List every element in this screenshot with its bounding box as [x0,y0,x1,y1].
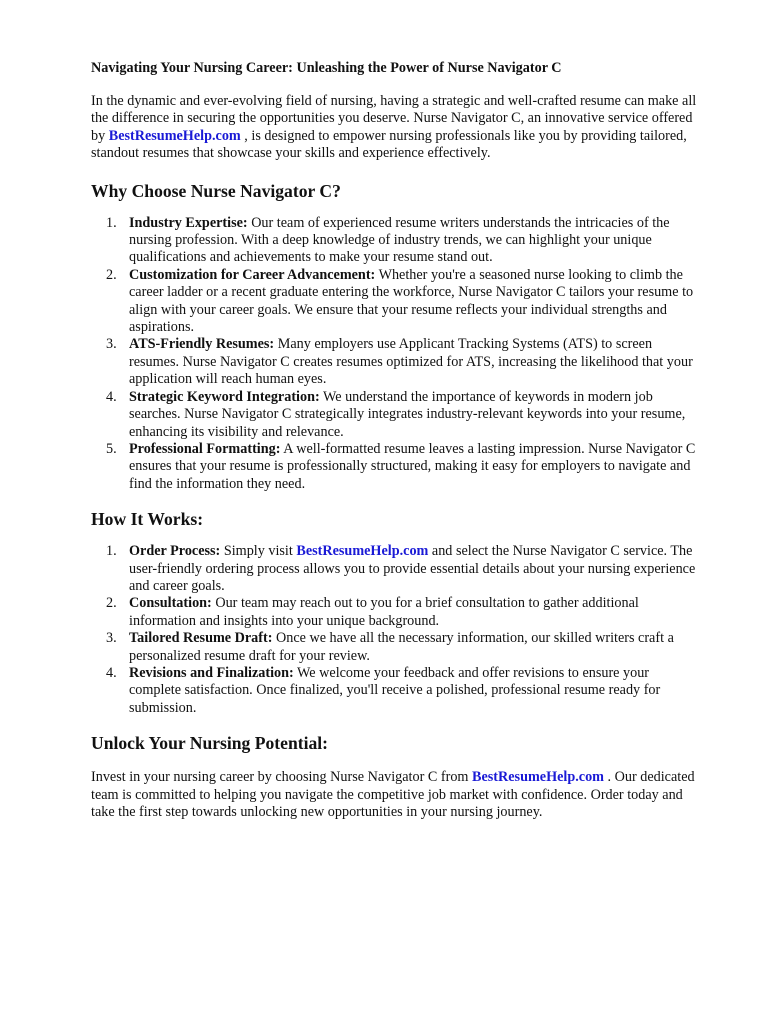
item-text: Our team may reach out to you for a brief consultation to gather additional information and insights into your unique background. [129,595,639,629]
why-item [91,267,698,337]
item-number: 1. [106,214,117,231]
intro-paragraph [91,93,698,163]
intro-link[interactable]: BestResumeHelp.com [108,127,241,144]
item-text-before: Simply visit [220,543,297,560]
intro-text-before: In the dynamic and ever-evolving field of nursing, having a strategic and well-crafted resume can make all the difference in securing the opportunities you deserve. Nurse Navigator C, an innovative service offered by [91,93,697,144]
item-label: Professional Formatting: [129,440,281,457]
item-label: Tailored Resume Draft: [129,630,273,647]
why-item [91,441,698,493]
how-item [91,665,698,717]
item-text: A well-formatted resume leaves a lasting impression. Nurse Navigator C ensures that your resume is professionally structured, making it easy for employers to navigate and find the information they need. [129,440,696,492]
item-label: Consultation: [129,595,212,612]
item-label: ATS-Friendly Resumes: [129,336,275,353]
why-list [91,215,698,494]
how-heading: How It Works: [91,509,204,530]
item-number: 2. [106,266,117,283]
item-number: 3. [106,630,117,647]
unlock-paragraph [91,769,698,821]
unlock-text-before: Invest in your nursing career by choosing Nurse Navigator C from [91,769,472,786]
item-text: We understand the importance of keywords in modern job searches. Nurse Navigator C strategically integrates industry-relevant keywords into your resume, enhancing its visibility and relevance. [129,388,686,440]
item-number: 2. [106,595,117,612]
how-list [91,543,698,717]
item-text: Whether you're a seasoned nurse looking to climb the career ladder or a recent graduate entering the workforce, Nurse Navigator C tailors your resume to align with your career goals. We ensure that your resume reflects your individual strengths and aspirations. [129,266,694,336]
document-title: Navigating Your Nursing Career: Unleashing the Power of Nurse Navigator C [91,60,562,76]
item-label: Revisions and Finalization: [129,664,294,681]
item-text: and select the Nurse Navigator C service. The user-friendly ordering process allows you to provide essential details about your nursing experience and career goals. [129,543,696,594]
how-item [91,630,698,665]
item-number: 5. [106,440,117,457]
item-text: Once we have all the necessary information, our skilled writers craft a personalized resume draft for your review. [129,630,674,664]
unlock-text-after: . Our dedicated team is committed to helping you navigate the competitive job market with confidence. Order today and take the first step towards unlocking new opportunities in your nursing journey. [91,769,695,820]
intro-text-after: , is designed to empower nursing professionals like you by providing tailored, standout resumes that showcase your skills and experience effectively. [91,127,687,162]
order-process-link[interactable]: BestResumeHelp.com [296,543,429,560]
item-label: Industry Expertise: [129,214,248,231]
item-label: Order Process: [129,543,221,560]
how-item [91,543,698,595]
how-item [91,595,698,630]
item-label: Customization for Career Advancement: [129,266,376,283]
item-text: Many employers use Applicant Tracking Systems (ATS) to screen resumes. Nurse Navigator C creates resumes optimized for ATS, increasing the likelihood that your application will reach human eyes. [129,336,693,388]
why-item [91,389,698,441]
why-heading: Why Choose Nurse Navigator C? [91,180,341,201]
why-item [91,336,698,388]
item-text: We welcome your feedback and offer revisions to ensure your complete satisfaction. Once finalized, you'll receive a polished, professional resume ready for submission. [129,664,661,716]
item-number: 1. [106,543,117,560]
unlock-link[interactable]: BestResumeHelp.com [472,769,604,786]
item-number: 4. [106,664,117,681]
item-number: 3. [106,336,117,353]
item-label: Strategic Keyword Integration: [129,388,320,405]
item-number: 4. [106,388,117,405]
why-item [91,215,698,267]
item-text: Our team of experienced resume writers understands the intricacies of the nursing profession. With a deep knowledge of industry trends, we can highlight your unique qualifications and achievements to make your resume stand out. [129,214,670,266]
unlock-heading: Unlock Your Nursing Potential: [91,733,329,754]
